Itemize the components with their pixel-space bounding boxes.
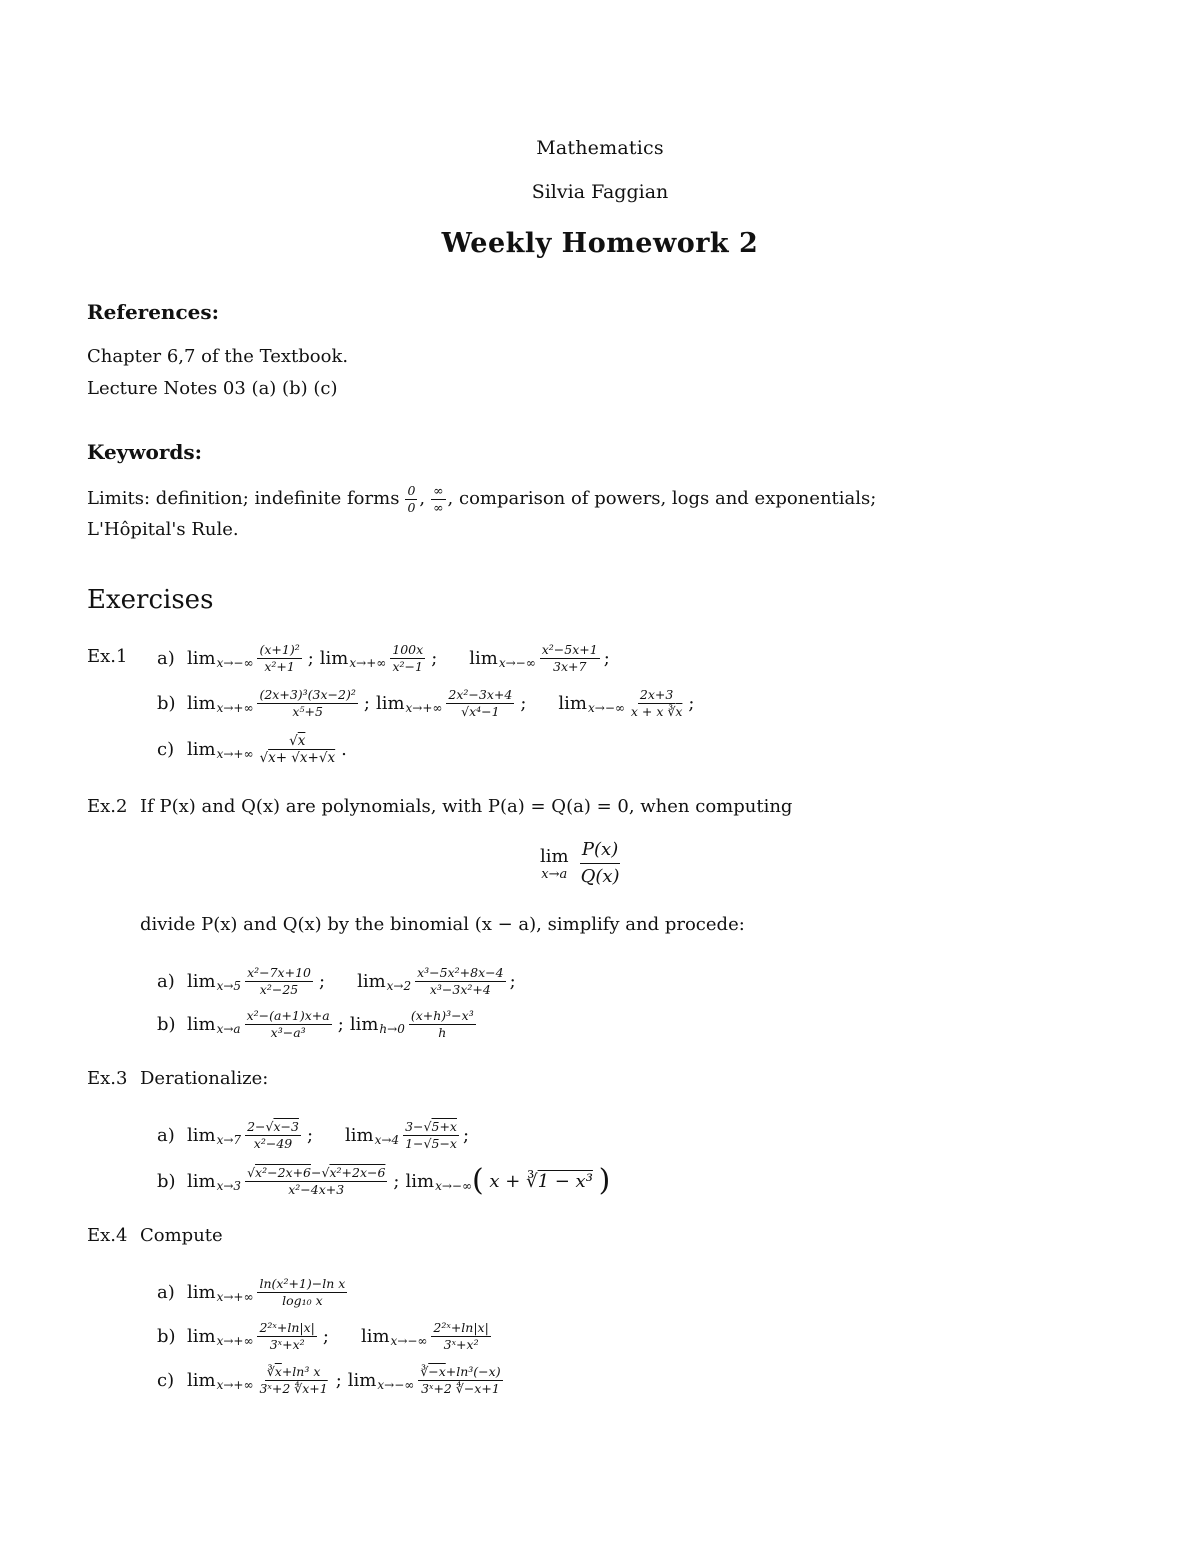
ex2-intro: If P(x) and Q(x) are polynomials, with P(a) = Q(a) = 0, when computing	[140, 796, 793, 817]
ex3-item-a: a) lim $_{x\to 7}$ $\frac{2-√x-3}{\text{x²−49}}$ ; lim $_{x\to 4}$ $\frac{3-√5+x}{1-√5-x}$ ;	[157, 1118, 470, 1151]
fraction-zero-over-zero: $\frac{0}{0}$	[407, 482, 416, 515]
ex3-intro: Derationalize:	[140, 1068, 269, 1089]
keywords-text-post: , comparison of powers, logs and exponentials;	[447, 488, 877, 509]
fraction-inf-over-inf: $\frac{\infty}{\infty}$	[433, 482, 444, 515]
ex1-item-a: a) lim $_{x\to-\infty}$ $\frac{\text{(x+1)²}}{\text{x²+1}}$ ; lim $_{x\to+\infty}$ $\frac{100x}{\text{x²−1}}$ ; lim $_{x\to-\infty}$ $\frac{\text{x²−5x+1}}{3x+7}$ ;	[157, 641, 610, 674]
ex2-item-b: b) lim $_{x\to a}$ $\frac{\text{x²−(a+1)x+a}}{\text{x³−a³}}$ ; lim $_{h\to 0}$ $\frac{\text{(x+h)³−x³}}{h}$	[157, 1007, 474, 1040]
ex3-label: Ex.3	[87, 1068, 128, 1089]
ex4-label: Ex.4	[87, 1225, 128, 1246]
ex4-item-a: a) lim $_{x\to+\infty}$ $\frac{\text{ln(x²+1)−ln x}}{\text{log₁₀ x}}$	[157, 1275, 346, 1308]
keywords-line-2: L'Hôpital's Rule.	[87, 519, 239, 540]
ex1-item-b: b) lim $_{x\to+\infty}$ $\frac{\text{(2x+3)³(3x−2)²}}{\text{x⁵+5}}$ ; lim $_{x\to+\infty}$ $\frac{\text{2x²−3x+4}}{\text{√x⁴−1}}$ ; lim $_{x\to-\infty}$ $\frac{2x+3}{x + x ∛\overline{x}}$ ;	[157, 686, 695, 719]
ex4-item-c: c) lim $_{x\to+\infty}$ $\frac{∛\overline{x}+\ln^3 x}{\text{3ˣ+2 ∜x+1}}$ ; lim $_{x\to-\infty}$ $\frac{\text{∛−x+ln³(−x)}}{\text{3ˣ+2 ∜−x+1}}$	[157, 1363, 501, 1396]
keywords-text-pre: Limits: definition; indefinite forms	[87, 488, 400, 509]
references-heading: References:	[87, 300, 220, 324]
ex1-label: Ex.1	[87, 646, 128, 667]
ex2-item-a: a) lim $_{x\to 5}$ $\frac{\text{x²−7x+10}}{\text{x²−25}}$ ; lim $_{x\to 2}$ $\frac{\text{x³−5x²+8x−4}}{\text{x³−3x²+4}}$ ;	[157, 964, 516, 997]
keywords-heading: Keywords:	[87, 440, 203, 464]
keywords-line-1: Limits: definition; indefinite forms $\frac{0}{0}$ , $\frac{\infty}{\infty}$ , comparison of powers, logs and exponentials;	[87, 482, 877, 515]
document-title: Weekly Homework 2	[441, 228, 759, 259]
exercises-heading: Exercises	[87, 585, 214, 615]
references-line-2: Lecture Notes 03 (a) (b) (c)	[87, 378, 338, 399]
ex1-item-c: c) lim $_{x\to+\infty}$ $\frac{√x}{√x+ √x+√x}$ .	[157, 732, 347, 766]
ex2-label: Ex.2	[87, 796, 128, 817]
ex2-display-formula: lim x→a $\frac{P(x)}{Q(x)}$	[540, 839, 620, 887]
course-name: Mathematics	[536, 137, 664, 159]
ex4-item-b: b) lim $_{x\to+\infty}$ $\frac{\text{2²ˣ+ln|x|}}{\text{3ˣ+x²}}$ ; lim $_{x\to-\infty}$ $\frac{\text{2²ˣ+ln|x|}}{\text{3ˣ+x²}}$	[157, 1319, 489, 1352]
ex4-intro: Compute	[140, 1225, 223, 1246]
ex2-text: divide P(x) and Q(x) by the binomial (x − a), simplify and procede:	[140, 914, 745, 935]
ex3-item-b: b) lim $_{x\to 3}$ $\frac{\text{√x²−2x+6−√x²+2x−6}}{\text{x²−4x+3}}$ ; lim $_{x\to-\infty}$ ( x + ∛1 − x³ )	[157, 1163, 611, 1198]
references-line-1: Chapter 6,7 of the Textbook.	[87, 346, 349, 367]
author-name: Silvia Faggian	[531, 181, 669, 203]
